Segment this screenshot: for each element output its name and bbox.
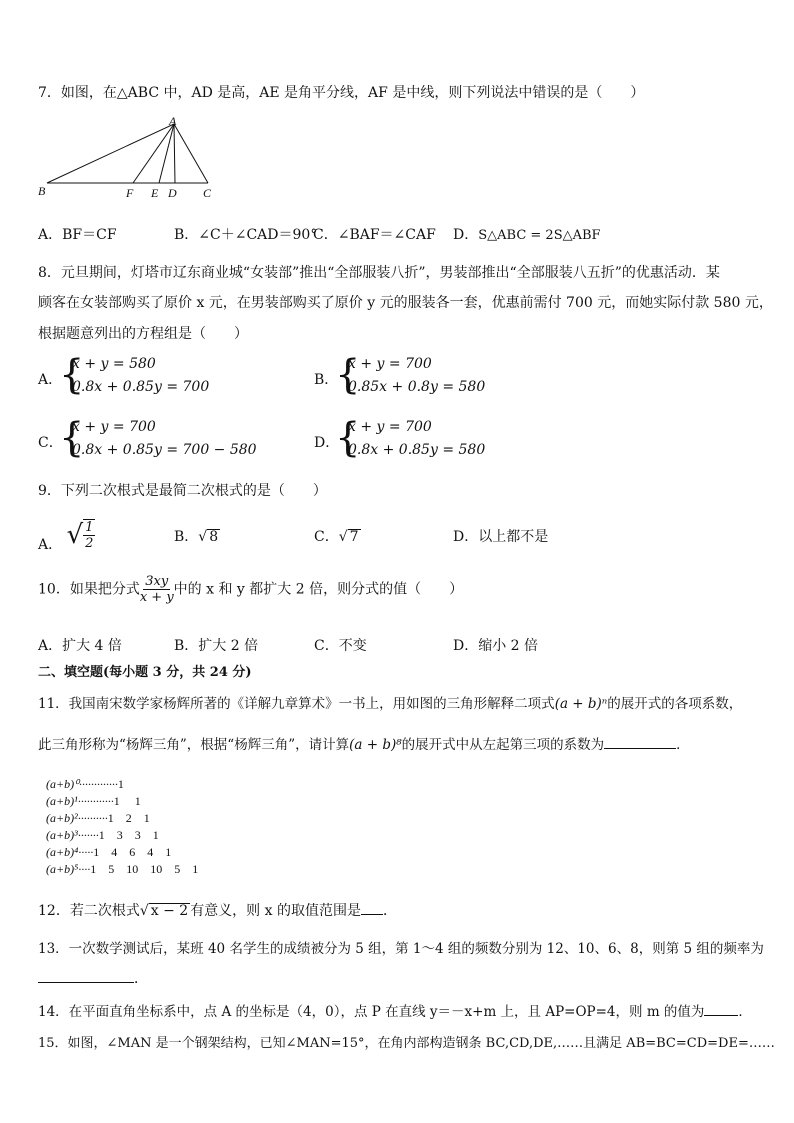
q11-binomial-8: (a + b)⁸ [349,737,402,753]
triangle-row-lhs: (a+b)⁵···· [46,862,91,876]
point-label-a: A [169,114,177,128]
q11-line-1a: 11．我国南宋数学家杨辉所著的《详解九章算术》一书上，用如图的三角形解释二项式 [38,696,555,712]
q10-option-b: B．扩大 2 倍 [174,638,259,654]
q8-option-c-eq1: x + y = 700 [72,419,156,435]
triangle-row-coef: 1 3 3 1 [98,828,159,842]
q8-option-a [38,352,298,400]
q8-option-b-eq1: x + y = 700 [348,356,432,372]
q15: 15．如图，∠MAN 是一个钢架结构，已知∠MAN=15°，在角内部构造钢条 BC,CD,DE,……且满足 AB=BC=CD=DE=…… [38,1036,775,1051]
q9-option-a-fraction [83,519,95,551]
triangle-row [46,861,198,878]
q9-option-d: D．以上都不是 [453,529,549,545]
q8-option-a-eq2: 0.8x + 0.85y = 700 [72,379,210,395]
q10-stem [38,574,463,605]
q12-answer-blank[interactable] [361,914,383,915]
q8-option-d-eq2: 0.8x + 0.85y = 580 [348,442,486,458]
sqrt-icon: √ [198,529,208,545]
q9-option-c-radicand: 7 [349,529,359,545]
q9-option-b-radicand: 8 [209,529,219,545]
q7-option-b: B．∠C＋∠CAD＝90° [174,227,318,243]
q8-option-d [314,415,574,463]
q12: 12．若二次根式√ x − 2 有意义，则 x 的取值范围是 ． [38,903,397,919]
sqrt-icon: √ [66,520,84,550]
q7-option-a: A．BF＝CF [38,227,117,243]
left-brace-icon: { [59,352,85,398]
q9-option-a-label: A． [38,537,63,553]
q10-option-c: C．不变 [314,638,367,654]
q14: 14．在平面直角坐标系中，点 A 的坐标是（4，0），点 P 在直线 y＝－x+m 上，且 AP=OP=4，则 m 的值为 ． [38,1004,752,1020]
point-label-c: C [203,186,212,200]
q9-option-c [314,526,361,546]
left-brace-icon: { [335,352,361,398]
q7-option-d [453,224,601,244]
q8-option-c-eq2: 0.8x + 0.85y = 700 − 580 [72,442,257,458]
triangle-row-lhs: (a+b)¹············ [46,794,114,808]
q8-line-1: 8．元旦期间，灯塔市辽东商业城“女装部”推出“全部服装八折”，男装部推出“全部服装八五折”的优惠活动．某 [38,265,720,281]
q8-option-a-eq1: x + y = 580 [72,356,156,372]
q11-line-2c: 的展开式中从左起第三项的系数为 [401,737,605,753]
q10-denominator: x + y [139,590,174,605]
q9-option-b [174,526,220,546]
q12-radicand: x − 2 [150,903,189,919]
triangle-row-coef: 1 2 1 [107,811,150,825]
sqrt-icon: √ [139,903,149,919]
q14-text: 14．在平面直角坐标系中，点 A 的坐标是（4，0），点 P 在直线 y＝－x+m 上，且 AP=OP=4，则 m 的值为 [38,1004,705,1020]
point-label-f: F [126,186,134,200]
q13-line-1: 13．一次数学测试后，某班 40 名学生的成绩被分为 5 组，第 1～4 组的频数分别为 12、10、6、8，则第 5 组的频率为 [38,941,764,957]
q7-stem: 7．如图，在△ABC 中，AD 是高，AE 是角平分线，AF 是中线，则下列说法中错误的是（ ） [38,85,645,101]
q14-answer-blank[interactable] [704,1015,738,1016]
q10-pre: 10．如果把分式 [38,581,140,598]
q8-line-3: 根据题意列出的方程组是（ ） [38,326,248,342]
q12-post: 有意义，则 x 的取值范围是 [190,903,361,919]
q13-line-2: ． [38,966,148,988]
point-label-b: B [38,184,46,198]
q8-option-d-eq1: x + y = 700 [348,419,432,435]
q9-a-numerator: 1 [85,520,94,535]
q11-binomial-n: (a + b)ⁿ [554,696,608,712]
triangle-row-coef: 1 1 [113,794,141,808]
q9-option-a [38,512,95,553]
left-brace-icon: { [335,415,361,461]
q12-pre: 12．若二次根式 [38,903,140,919]
q8-option-b [314,352,574,400]
triangle-row [46,810,198,827]
triangle-row [46,827,198,844]
q8-option-b-label: B． [314,372,339,388]
triangle-row-lhs: (a+b)³······· [46,828,99,842]
q9-option-c-label: C． [314,529,339,545]
triangle-row-coef: 1 4 6 4 1 [93,845,172,859]
section-heading: 二、填空题(每小题 3 分，共 24 分) [38,665,252,680]
q7-option-c: C．∠BAF＝∠CAF [313,227,436,243]
q7-option-d-expr: S△ABC = 2S△ABF [478,228,601,243]
q8-option-d-label: D． [314,435,340,451]
q13-answer-blank[interactable] [38,966,134,983]
left-brace-icon: { [59,415,85,461]
q11-line-1 [38,692,742,712]
q10-post: 中的 x 和 y 都扩大 2 倍，则分式的值（ ） [173,581,464,598]
q10-fraction [140,574,174,605]
q7-triangle-figure [35,115,235,195]
yanghui-triangle [46,776,198,878]
triangle-row-coef: 1 5 10 10 5 1 [90,862,199,876]
triangle-row-lhs: (a+b)²·········· [46,811,108,825]
q10-option-a: A．扩大 4 倍 [38,638,122,654]
q8-line-2: 顾客在女装部购买了原价 x 元，在男装部购买了原价 y 元的服装各一套，优惠前需付 700 元，而她实际付款 580 元， [38,295,773,311]
triangle-row [46,793,198,810]
triangle-row-lhs: (a+b)⁴····· [46,845,94,859]
point-label-d: D [168,186,177,200]
q8-option-a-label: A． [38,372,63,388]
q11-line-2: 此三角形称为“杨辉三角”，根据“杨辉三角”，请计算(a + b)⁸的展开式中从左起第三项的系数为 ． [38,737,690,753]
q8-option-c [38,415,298,463]
q9-stem: 9．下列二次根式是最简二次根式的是（ ） [38,483,327,499]
triangle-row-coef: 1 [117,777,124,791]
triangle-row-lhs: (a+b)⁰············· [46,777,118,791]
q9-option-b-label: B． [174,529,199,545]
q11-line-2a: 此三角形称为“杨辉三角”，根据“杨辉三角”，请计算 [38,737,350,753]
triangle-row [46,776,198,793]
q11-line-1c: 的展开式的各项系数， [607,696,743,712]
sqrt-icon: √ [338,529,348,545]
q8-option-c-label: C． [38,435,63,451]
q10-numerator: 3xy [145,574,169,589]
q11-answer-blank[interactable] [604,748,676,749]
q9-a-denominator: 2 [85,536,94,551]
point-label-e: E [151,186,159,200]
q8-option-b-eq2: 0.85x + 0.8y = 580 [348,379,486,395]
triangle-row [46,844,198,861]
q10-option-d: D．缩小 2 倍 [453,638,539,654]
q7-option-d-label: D． [453,227,479,243]
